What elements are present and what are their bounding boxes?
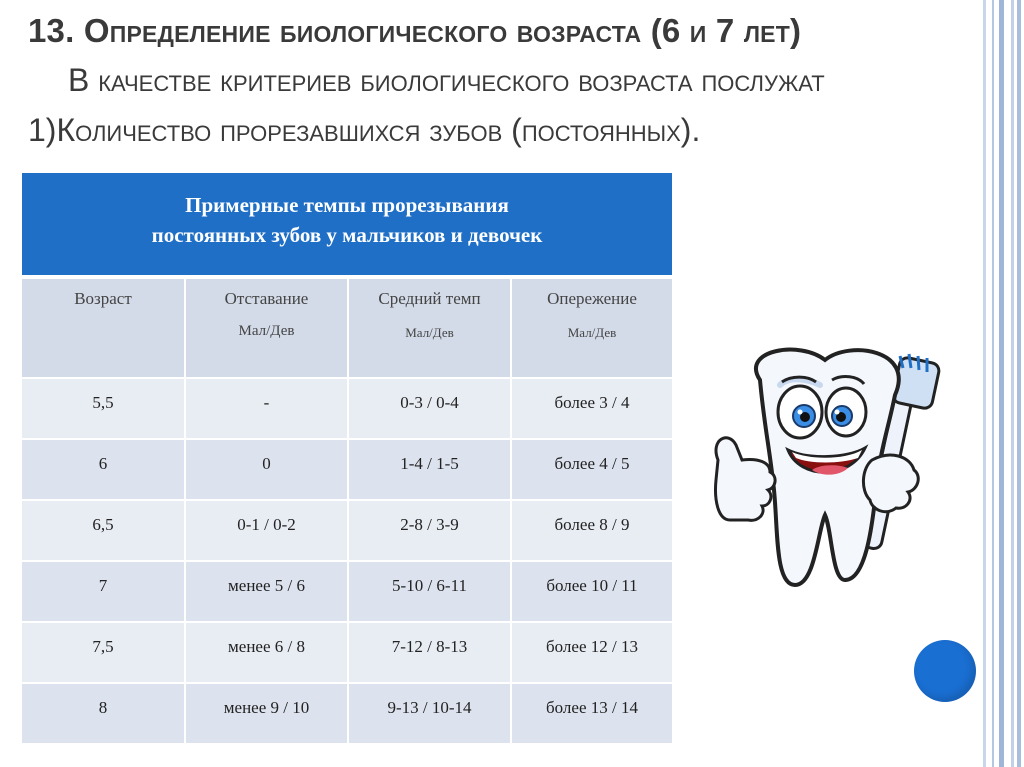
cell-delay: менее 9 / 10 — [184, 684, 347, 743]
cell-delay: менее 6 / 8 — [184, 623, 347, 682]
table-column-header-row — [22, 277, 672, 377]
cell-age: 8 — [98, 698, 108, 717]
table-row — [22, 560, 672, 621]
table-row — [22, 438, 672, 499]
smiling-tooth-with-toothbrush-icon — [700, 340, 960, 600]
table-row — [22, 682, 672, 743]
cell-advance: более 8 / 9 — [510, 501, 672, 560]
table-row — [22, 377, 672, 438]
cell-delay: менее 5 / 6 — [184, 562, 347, 621]
cell-age: 6,5 — [92, 515, 114, 534]
cell-average: 1-4 / 1-5 — [347, 440, 510, 499]
cell-age: 7,5 — [92, 637, 114, 656]
table-caption — [22, 173, 672, 277]
column-header-average: Средний темп Мал/Дев — [347, 279, 510, 377]
cell-age: 5,5 — [92, 393, 114, 412]
table-row — [22, 499, 672, 560]
table-row — [22, 621, 672, 682]
column-sub-advance: Мал/Дев — [567, 325, 617, 340]
column-header-age: Возраст — [74, 289, 132, 308]
cell-advance: более 13 / 14 — [510, 684, 672, 743]
column-header-delay: Отставание Мал/Дев — [184, 279, 347, 377]
cell-average: 5-10 / 6-11 — [347, 562, 510, 621]
teeth-eruption-table — [22, 173, 672, 743]
table-caption-line2: постоянных зубов у мальчиков и девочек — [151, 223, 543, 247]
cell-age: 7 — [98, 576, 108, 595]
cell-advance: более 12 / 13 — [510, 623, 672, 682]
column-header-advance: Опережение Мал/Дев — [510, 279, 672, 377]
slide-title: 13. Определение биологического возраста (6 и 7 лет) — [28, 12, 802, 49]
decorative-stripes — [974, 0, 1024, 767]
column-sub-average: Мал/Дев — [405, 325, 454, 340]
cell-advance: более 10 / 11 — [510, 562, 672, 621]
cell-average: 0-3 / 0-4 — [347, 379, 510, 438]
subtitle-line: В качестве критериев биологического возраста послужат — [68, 62, 825, 98]
cell-delay: 0 — [184, 440, 347, 499]
cell-advance: более 4 / 5 — [510, 440, 672, 499]
cell-average: 2-8 / 3-9 — [347, 501, 510, 560]
cell-delay: - — [184, 379, 347, 438]
cell-delay: 0-1 / 0-2 — [184, 501, 347, 560]
cell-age: 6 — [98, 454, 108, 473]
column-sub-delay: Мал/Дев — [238, 323, 295, 339]
criterion-line: 1)Количество прорезавшихся зубов (постоянных). — [28, 112, 701, 148]
cell-average: 7-12 / 8-13 — [347, 623, 510, 682]
table-caption-line1: Примерные темпы прорезывания — [185, 193, 509, 217]
cell-average: 9-13 / 10-14 — [347, 684, 510, 743]
decorative-blue-circle — [914, 640, 976, 702]
cell-advance: более 3 / 4 — [510, 379, 672, 438]
